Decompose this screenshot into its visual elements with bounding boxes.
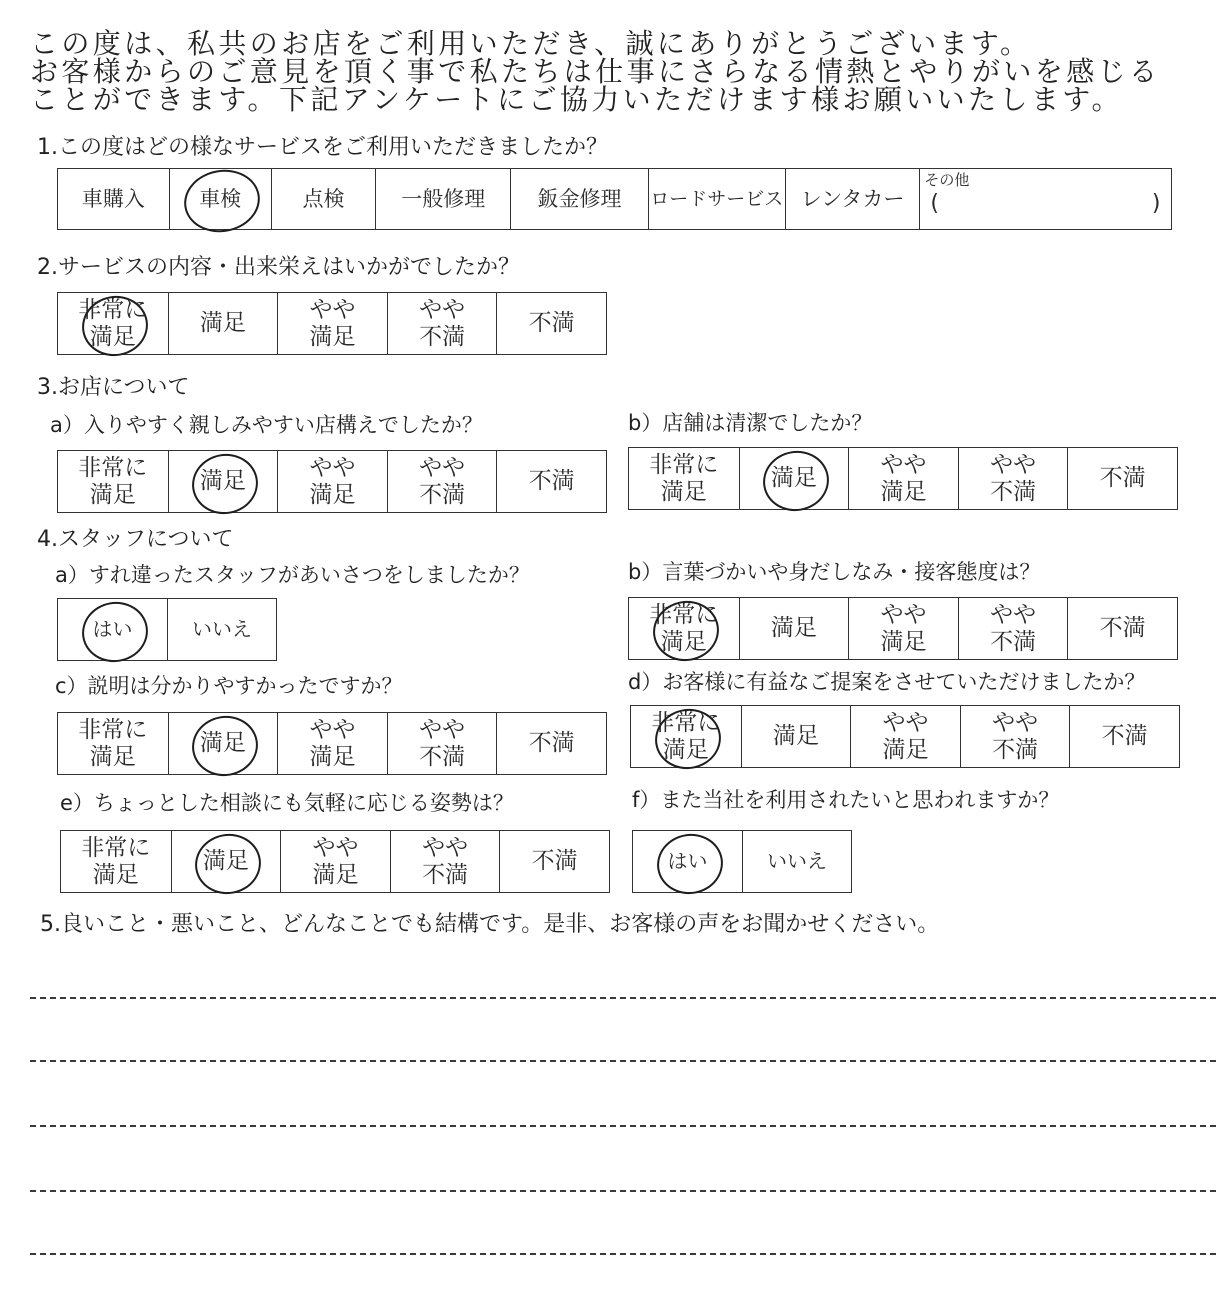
option-text: 満足	[660, 478, 707, 505]
option-text: やや	[312, 834, 359, 861]
option-very-satisfied	[58, 451, 168, 512]
q4f-label: f）また当社を利用されたいと思われますか？	[632, 788, 1060, 812]
option-text: 満足	[309, 323, 356, 350]
option-text: 満足	[199, 730, 246, 756]
option-text: やや	[309, 716, 356, 743]
option-text: やや	[990, 601, 1037, 628]
option-dissatisfied	[1067, 598, 1177, 659]
q4a-label: a）すれ違ったスタッフがあいさつをしましたか？	[55, 563, 530, 587]
other-blank	[924, 189, 1160, 219]
option-dissatisfied	[499, 831, 609, 892]
option-text: 点検	[302, 186, 345, 211]
answer-line	[30, 1190, 1216, 1192]
option-text: 満足	[660, 628, 707, 655]
option-somewhat-satisfied	[850, 706, 960, 767]
option-no	[167, 599, 276, 660]
option-text: 非常に	[78, 454, 148, 481]
option-text: 満足	[882, 736, 929, 763]
option-very-satisfied	[629, 448, 739, 509]
q3a-options	[57, 450, 607, 513]
option-text: 満足	[89, 323, 136, 350]
option-text: 不満	[419, 743, 466, 770]
option-text: やや	[309, 296, 356, 323]
intro-line-3: ことができます。下記アンケートにご協力いただけます様お願いいたします。	[30, 83, 1123, 116]
option-somewhat-dissatisfied	[958, 598, 1068, 659]
option-inspection	[271, 169, 376, 229]
q4-label: 4.スタッフについて	[37, 527, 234, 552]
q5-label: 5.良いこと・悪いこと、どんなことでも結構です。是非、お客様の声をお聞かせください。	[40, 912, 940, 937]
option-text: はい	[667, 849, 708, 873]
option-text: 不満	[419, 323, 466, 350]
option-text: 不満	[419, 481, 466, 508]
option-text: ロードサービス	[650, 187, 784, 210]
answer-line	[30, 1253, 1216, 1255]
option-very-satisfied	[58, 293, 168, 354]
q4d-label: d）お客様に有益なご提案をさせていただけましたか？	[628, 670, 1146, 694]
q2-options	[57, 292, 607, 355]
option-dissatisfied	[496, 293, 606, 354]
option-text: 満足	[199, 468, 246, 494]
option-text: 一般修理	[401, 186, 486, 211]
option-very-satisfied	[631, 706, 741, 767]
option-text: 不満	[1099, 465, 1146, 491]
option-yes	[633, 831, 742, 892]
option-text: 満足	[770, 615, 817, 641]
option-yes	[58, 599, 167, 660]
option-satisfied	[171, 831, 281, 892]
option-text: 非常に	[649, 451, 719, 478]
option-text: 不満	[528, 730, 575, 756]
q4c-options	[57, 712, 607, 775]
option-text: 不満	[531, 848, 578, 874]
option-text: 不満	[990, 628, 1037, 655]
option-dissatisfied	[1069, 706, 1179, 767]
option-satisfied	[741, 706, 851, 767]
option-somewhat-satisfied	[277, 293, 387, 354]
option-dissatisfied	[496, 713, 606, 774]
option-somewhat-dissatisfied	[387, 451, 497, 512]
option-satisfied	[739, 448, 849, 509]
option-general-repair	[375, 169, 510, 229]
option-shaken-inspection	[169, 169, 271, 229]
option-text: やや	[880, 601, 927, 628]
option-text: 満足	[89, 743, 136, 770]
q3a-label: a）入りやすく親しみやすい店構えでしたか？	[50, 413, 483, 437]
option-dissatisfied	[1067, 448, 1177, 509]
open-paren: (	[930, 191, 940, 216]
option-very-satisfied	[629, 598, 739, 659]
option-text: いいえ	[192, 617, 252, 641]
option-text: やや	[990, 451, 1037, 478]
q4e-label: e）ちょっとした相談にも気軽に応じる姿勢は？	[60, 791, 514, 815]
option-text: 満足	[880, 478, 927, 505]
option-very-satisfied	[58, 713, 168, 774]
option-text: はい	[92, 617, 133, 641]
q4b-label: b）言葉づかいや身だしなみ・接客態度は？	[628, 560, 1041, 584]
q1-options	[57, 168, 1172, 230]
option-text: やや	[419, 716, 466, 743]
option-car-purchase	[58, 169, 169, 229]
option-very-satisfied	[61, 831, 171, 892]
option-text: 不満	[528, 468, 575, 494]
option-text: 満足	[772, 723, 819, 749]
q4c-label: c）説明は分かりやすかったですか？	[55, 674, 403, 698]
close-paren: )	[1151, 191, 1161, 216]
option-text: やや	[880, 451, 927, 478]
option-text: いいえ	[767, 849, 827, 873]
option-text: 不満	[1101, 723, 1148, 749]
q4b-options	[628, 597, 1178, 660]
option-text: やや	[882, 709, 929, 736]
option-text: 非常に	[81, 834, 151, 861]
option-text: 満足	[199, 310, 246, 336]
option-text: 不満	[422, 861, 469, 888]
option-text: 非常に	[78, 716, 148, 743]
q3b-options	[628, 447, 1178, 510]
option-text: レンタカー	[800, 186, 905, 211]
option-text: 満足	[202, 848, 249, 874]
option-text: 満足	[312, 861, 359, 888]
option-text: 車検	[199, 186, 242, 211]
option-text: 非常に	[651, 709, 721, 736]
option-somewhat-dissatisfied	[958, 448, 1068, 509]
option-text: 満足	[309, 481, 356, 508]
option-text: やや	[309, 454, 356, 481]
q3-label: 3.お店について	[37, 375, 190, 400]
answer-line	[30, 1060, 1216, 1062]
option-text: 鈑金修理	[537, 186, 622, 211]
intro-line-1: この度は、私共のお店をご利用いただき、誠にありがとうございます。	[30, 27, 1032, 60]
option-text: 不満	[990, 478, 1037, 505]
option-satisfied	[168, 451, 278, 512]
option-somewhat-dissatisfied	[960, 706, 1070, 767]
option-text: 車購入	[81, 186, 145, 211]
q1-label: 1.この度はどの様なサービスをご利用いただきましたか？	[37, 135, 608, 160]
option-text: 満足	[770, 465, 817, 491]
option-road-service	[648, 169, 785, 229]
option-somewhat-satisfied	[277, 713, 387, 774]
q4d-options	[630, 705, 1180, 768]
option-no	[742, 831, 851, 892]
q4f-options	[632, 830, 852, 893]
option-rental-car	[785, 169, 920, 229]
option-text: 不満	[528, 310, 575, 336]
option-somewhat-satisfied	[848, 598, 958, 659]
answer-line	[30, 1125, 1216, 1127]
option-satisfied	[739, 598, 849, 659]
option-other	[919, 169, 1171, 229]
option-somewhat-dissatisfied	[387, 293, 497, 354]
option-satisfied	[168, 713, 278, 774]
option-text: 不満	[992, 736, 1039, 763]
option-somewhat-dissatisfied	[390, 831, 500, 892]
option-body-repair	[510, 169, 648, 229]
option-satisfied	[168, 293, 278, 354]
option-text: 非常に	[78, 296, 148, 323]
option-text: やや	[422, 834, 469, 861]
intro-line-2: お客様からのご意見を頂く事で私たちは仕事にさらなる情熱とやりがいを感じる	[30, 55, 1161, 88]
option-text: やや	[419, 296, 466, 323]
option-text: 満足	[92, 861, 139, 888]
option-text: 不満	[1099, 615, 1146, 641]
option-somewhat-dissatisfied	[387, 713, 497, 774]
other-label: その他	[924, 171, 970, 189]
option-somewhat-satisfied	[848, 448, 958, 509]
option-text: 非常に	[649, 601, 719, 628]
option-text: 満足	[880, 628, 927, 655]
option-dissatisfied	[496, 451, 606, 512]
option-somewhat-satisfied	[277, 451, 387, 512]
q2-label: 2.サービスの内容・出来栄えはいかがでしたか？	[37, 255, 520, 280]
q4e-options	[60, 830, 610, 893]
option-text: やや	[992, 709, 1039, 736]
option-text: やや	[419, 454, 466, 481]
option-text: 満足	[89, 481, 136, 508]
option-text: 満足	[309, 743, 356, 770]
q3b-label: b）店舗は清潔でしたか？	[628, 411, 873, 435]
answer-line	[30, 997, 1216, 999]
option-somewhat-satisfied	[280, 831, 390, 892]
q4a-options	[57, 598, 277, 661]
option-text: 満足	[662, 736, 709, 763]
